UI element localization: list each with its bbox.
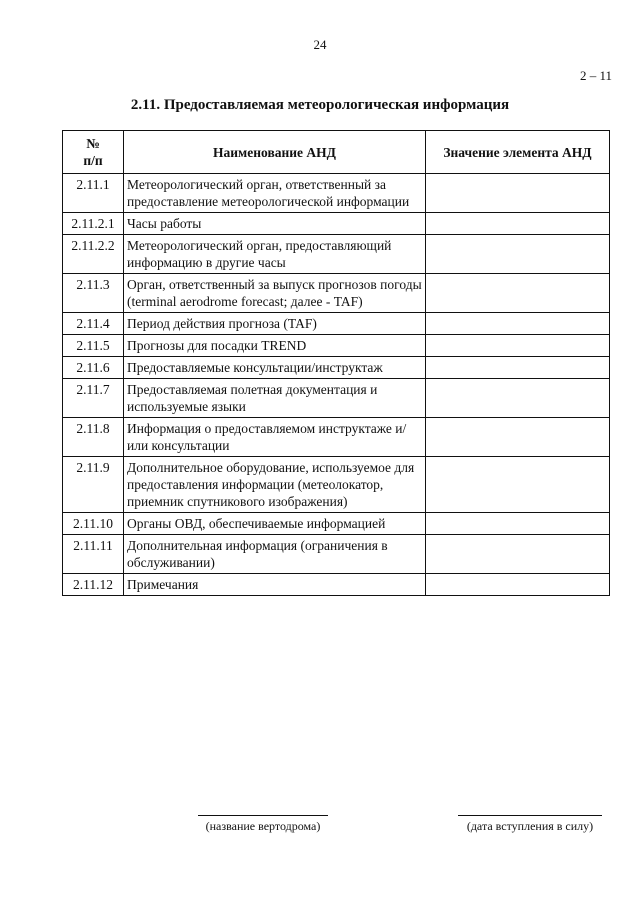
signature-line[interactable] — [458, 815, 602, 816]
row-number: 2.11.2.2 — [63, 235, 124, 274]
table-row — [63, 535, 610, 574]
row-value-cell[interactable] — [426, 535, 610, 574]
row-name: Метеорологический орган, ответственный за предоставление метеорологической информации — [124, 174, 426, 213]
page-number: 24 — [313, 37, 327, 52]
signature-caption: (название вертодрома) — [205, 819, 321, 833]
signature-line[interactable] — [198, 815, 328, 816]
row-number: 2.11.4 — [63, 313, 124, 335]
row-number: 2.11.7 — [63, 379, 124, 418]
row-name: Метеорологический орган, предоставляющий информацию в другие часы — [124, 235, 426, 274]
table-row — [63, 335, 610, 357]
row-name: Предоставляемая полетная документация и используемые языки — [124, 379, 426, 418]
row-number: 2.11.12 — [63, 574, 124, 596]
table-row — [63, 235, 610, 274]
row-value-cell[interactable] — [426, 235, 610, 274]
row-number: 2.11.6 — [63, 357, 124, 379]
row-value-cell[interactable] — [426, 335, 610, 357]
row-name: Период действия прогноза (TAF) — [124, 313, 426, 335]
row-name: Примечания — [124, 574, 426, 596]
table-row — [63, 457, 610, 513]
row-name: Дополнительная информация (ограничения в обслуживании) — [124, 535, 426, 574]
header-value: Значение элемента АНД — [426, 131, 610, 174]
row-value-cell[interactable] — [426, 418, 610, 457]
row-number: 2.11.3 — [63, 274, 124, 313]
row-value-cell[interactable] — [426, 357, 610, 379]
table-row — [63, 418, 610, 457]
table-row — [63, 274, 610, 313]
row-number: 2.11.5 — [63, 335, 124, 357]
row-value-cell[interactable] — [426, 457, 610, 513]
row-name: Предоставляемые консультации/инструктаж — [124, 357, 426, 379]
row-number: 2.11.10 — [63, 513, 124, 535]
section-title: 2.11. Предоставляемая метеорологическая информация — [130, 97, 510, 113]
row-value-cell[interactable] — [426, 213, 610, 235]
row-value-cell[interactable] — [426, 513, 610, 535]
row-value-cell[interactable] — [426, 574, 610, 596]
row-number: 2.11.9 — [63, 457, 124, 513]
row-name: Органы ОВД, обеспечиваемые информацией — [124, 513, 426, 535]
row-value-cell[interactable] — [426, 174, 610, 213]
table-row — [63, 213, 610, 235]
table-row — [63, 357, 610, 379]
row-name: Орган, ответственный за выпуск прогнозов погоды (terminal aerodrome forecast; далее - TAF) — [124, 274, 426, 313]
row-number: 2.11.8 — [63, 418, 124, 457]
signature-effective-date — [458, 815, 602, 834]
table-row — [63, 574, 610, 596]
row-value-cell[interactable] — [426, 313, 610, 335]
table-header-row — [63, 131, 610, 174]
and-table — [62, 130, 610, 596]
header-number: № п/п — [63, 131, 124, 174]
header-name: Наименование АНД — [124, 131, 426, 174]
row-name: Дополнительное оборудование, используемое для предоставления информации (метеолокатор, приемник спутникового изображения) — [124, 457, 426, 513]
table-row — [63, 174, 610, 213]
signature-heliport-name — [198, 815, 328, 834]
table-row — [63, 513, 610, 535]
row-value-cell[interactable] — [426, 274, 610, 313]
row-number: 2.11.2.1 — [63, 213, 124, 235]
form-code: 2 – 11 — [579, 68, 612, 83]
row-name: Информация о предоставляемом инструктаже и/или консультации — [124, 418, 426, 457]
row-value-cell[interactable] — [426, 379, 610, 418]
row-name: Часы работы — [124, 213, 426, 235]
signature-caption: (дата вступления в силу) — [466, 819, 594, 833]
row-number: 2.11.11 — [63, 535, 124, 574]
row-name: Прогнозы для посадки TREND — [124, 335, 426, 357]
row-number: 2.11.1 — [63, 174, 124, 213]
table-row — [63, 379, 610, 418]
table-row — [63, 313, 610, 335]
